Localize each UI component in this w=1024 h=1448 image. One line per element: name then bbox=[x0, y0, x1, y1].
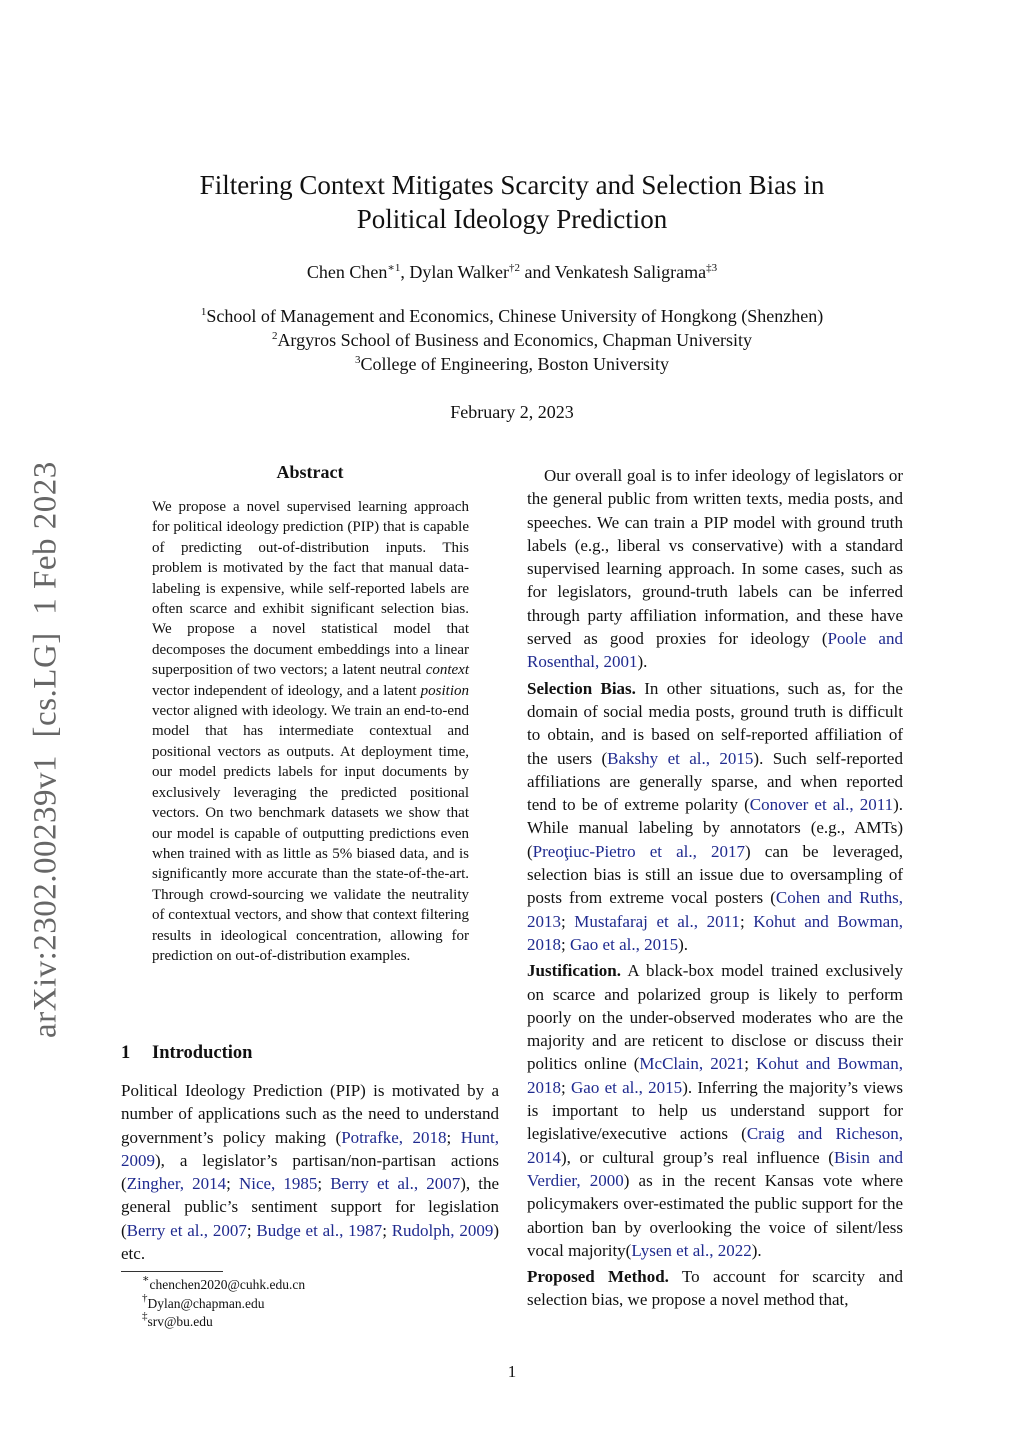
citation-link[interactable]: Mustafaraj et al., 2011 bbox=[574, 911, 740, 931]
body-text: ). bbox=[751, 1240, 762, 1260]
paragraph-run-in-heading: Selection Bias. bbox=[527, 678, 636, 698]
affiliation-list bbox=[100, 304, 924, 376]
page-number: 1 bbox=[507, 1362, 517, 1381]
citation-link[interactable]: Preoţiuc-Pietro et al., 2017 bbox=[532, 841, 745, 861]
author-separator: , bbox=[400, 262, 410, 282]
body-text: ; bbox=[561, 934, 570, 954]
affiliation bbox=[100, 352, 924, 376]
section-title: Introduction bbox=[152, 1043, 253, 1063]
body-text: ) etc. bbox=[121, 1220, 500, 1264]
footnote bbox=[142, 1273, 306, 1295]
body-text: ) can be leveraged, selection bias is still an issue due to oversampling of posts from extreme vocal posters ( bbox=[527, 841, 903, 908]
body-text: ; bbox=[226, 1174, 239, 1194]
paper-title bbox=[100, 168, 924, 236]
abstract-text: vector independent of ideology, and a latent bbox=[152, 682, 421, 699]
affiliation-text: Argyros School of Business and Economics, Chapman University bbox=[277, 330, 753, 350]
author-marks: †2 bbox=[509, 262, 521, 274]
paragraph-run-in-heading: Proposed Method. bbox=[527, 1267, 669, 1287]
citation-link[interactable]: Hunt, 2009 bbox=[121, 1127, 500, 1170]
footnote-mark: † bbox=[142, 1291, 148, 1304]
intro-paragraph bbox=[121, 1079, 499, 1265]
citation-link[interactable]: Poole and Rosenthal, 2001 bbox=[527, 629, 903, 672]
footnote-divider bbox=[121, 1271, 223, 1272]
citation-link[interactable]: Bakshy et al., 2015 bbox=[607, 748, 754, 768]
footnote bbox=[142, 1291, 305, 1314]
body-text: ; bbox=[739, 911, 754, 931]
author-name: Dylan Walker bbox=[409, 262, 510, 282]
body-text: ; bbox=[561, 911, 575, 931]
affiliation bbox=[100, 328, 924, 352]
footnote-mark: ‡ bbox=[142, 1310, 148, 1322]
right-column bbox=[527, 464, 903, 1315]
citation-link[interactable]: Gao et al., 2015 bbox=[571, 1077, 683, 1097]
body-paragraph bbox=[527, 677, 903, 957]
citation-link[interactable]: Cohen and Ruths, 2013 bbox=[527, 888, 903, 931]
paragraph-run-in-heading: Justification. bbox=[527, 961, 621, 981]
body-text: Our overall goal is to infer ideology of legislators or the general public from written texts, media posts, and speeches. We can train a PIP model with ground truth labels (e.g., liberal vs conservative) with a standard supervised learning approach. In some cases, such as for legislators, ground-truth labels can be inferred through party affiliation information, and these have served as good proxies for ideology ( bbox=[527, 466, 903, 649]
citation-link[interactable]: Kohut and Bowman, 2018 bbox=[527, 911, 903, 954]
title-line-1: Filtering Context Mitigates Scarcity and Selection Bias in bbox=[199, 170, 825, 200]
body-text: ; bbox=[246, 1220, 257, 1240]
citation-link[interactable]: Potrafke, 2018 bbox=[341, 1127, 447, 1147]
affiliation-text: College of Engineering, Boston University bbox=[360, 354, 669, 374]
body-text: ), the general public’s sentiment support for legislation ( bbox=[121, 1174, 499, 1240]
citation-link[interactable]: Conover et al., 2011 bbox=[749, 795, 894, 815]
arxiv-stamp-text: arXiv:2302.00239v1 [cs.LG] 1 Feb 2023 bbox=[27, 461, 64, 1039]
footnote-email[interactable]: Dylan@chapman.edu bbox=[147, 1295, 265, 1311]
body-text: To account for scarcity and selection bias, we propose a novel method that, bbox=[527, 1267, 903, 1310]
footnote bbox=[142, 1310, 305, 1332]
citation-link[interactable]: Rudolph, 2009 bbox=[391, 1220, 494, 1240]
title-line-2: Political Ideology Prediction bbox=[356, 204, 668, 234]
citation-link[interactable]: Lysen et al., 2022 bbox=[631, 1240, 752, 1260]
affiliation-number: 1 bbox=[200, 306, 207, 318]
abstract-emphasis: position bbox=[420, 682, 469, 699]
body-text: ; bbox=[446, 1127, 461, 1147]
body-text: ). While manual labeling by annotators (e.g., AMTs) ( bbox=[527, 795, 904, 861]
body-text: ; bbox=[382, 1220, 392, 1240]
footnote-email[interactable]: srv@bu.edu bbox=[147, 1314, 213, 1329]
footnotes bbox=[142, 1273, 306, 1332]
body-text: ), or cultural group’s real influence ( bbox=[561, 1147, 834, 1167]
body-text: ) as in the recent Kansas vote where policymakers over-estimated the public support for the abortion ban by overlooking the voice of silent/less vocal majority( bbox=[527, 1170, 903, 1260]
citation-link[interactable]: Craig and Richeson, 2014 bbox=[527, 1124, 903, 1167]
body-text: ; bbox=[744, 1054, 757, 1074]
citation-link[interactable]: Nice, 1985 bbox=[238, 1174, 318, 1194]
abstract-emphasis: context bbox=[425, 662, 469, 679]
affiliation-number: 2 bbox=[271, 330, 278, 342]
section-heading bbox=[121, 1043, 252, 1064]
body-text: ), a legislator’s partisan/non-partisan actions ( bbox=[121, 1150, 499, 1194]
abstract-body bbox=[152, 497, 469, 966]
body-text: ; bbox=[317, 1174, 331, 1194]
section-number: 1 bbox=[121, 1043, 131, 1063]
citation-link[interactable]: Zingher, 2014 bbox=[126, 1174, 227, 1194]
body-text: ). bbox=[637, 652, 648, 672]
citation-link[interactable]: Gao et al., 2015 bbox=[569, 934, 679, 954]
citation-link[interactable]: McClain, 2021 bbox=[639, 1054, 745, 1074]
citation-link[interactable]: Berry et al., 2007 bbox=[330, 1174, 461, 1194]
footnote-mark: ∗ bbox=[142, 1273, 150, 1285]
abstract-text: We propose a novel supervised learning approach for political ideology prediction (PIP) that is capable of predicting out-of-distribution inputs. This problem is motivated by the fact that manual data-labeling is expensive, while self-reported labels are often scarce and exhibit significant selection bias. We propose a novel statistical model that decomposes the document embeddings into a linear superposition of two vectors; a latent neutral bbox=[152, 499, 469, 679]
citation-link[interactable]: Kohut and Bowman, 2018 bbox=[527, 1054, 903, 1097]
author-list bbox=[100, 260, 924, 284]
body-paragraph bbox=[527, 959, 903, 1262]
footnote-email[interactable]: chenchen2020@cuhk.edu.cn bbox=[149, 1277, 306, 1292]
author-marks: ‡3 bbox=[706, 262, 718, 274]
body-text: A black-box model trained exclusively on scarce and polarized group is likely to perform poorly on the under-observed moderates who are the majority and are reticent to disclose or discuss their politics online ( bbox=[527, 961, 903, 1074]
author-marks: ∗1 bbox=[387, 262, 401, 274]
body-text: ). bbox=[678, 934, 689, 954]
body-text: ). Inferring the majority’s views is important to help us understand support for legislative/executive actions ( bbox=[527, 1077, 903, 1144]
author-separator: and bbox=[520, 262, 555, 282]
author-name: Venkatesh Saligrama bbox=[554, 262, 707, 282]
affiliation-number: 3 bbox=[355, 354, 361, 366]
affiliation bbox=[100, 304, 924, 328]
citation-link[interactable]: Berry et al., 2007 bbox=[126, 1220, 247, 1240]
citation-link[interactable]: Bisin and Verdier, 2000 bbox=[527, 1147, 903, 1190]
abstract-heading: Abstract bbox=[276, 462, 344, 482]
body-text: ). Such self-reported affiliations are generally sparse, and when reported tend to be of extreme polarity ( bbox=[527, 748, 903, 815]
abstract-text: vector aligned with ideology. We train an end-to-end model that has intermediate contextual and positional vectors as outputs. At deployment time, our model predicts labels for input documents by exclusively leveraging the predicted positional vectors. On two benchmark datasets we show that our model is capable of outputting predictions even when trained with as little as 5% biased data, and is significantly more accurate than the state-of-the-art. Through crowd-sourcing we validate the neutrality of contextual vectors, and show that context filtering results in ideological concentration, allowing for prediction on out-of-distribution examples. bbox=[152, 703, 469, 964]
body-text: ; bbox=[561, 1077, 571, 1097]
citation-link[interactable]: Budge et al., 1987 bbox=[256, 1220, 383, 1240]
arxiv-stamp bbox=[24, 460, 68, 1040]
affiliation-text: School of Management and Economics, Chinese University of Hongkong (Shenzhen) bbox=[206, 306, 824, 326]
body-paragraph bbox=[527, 464, 903, 674]
author-name: Chen Chen bbox=[306, 262, 388, 282]
body-text: Political Ideology Prediction (PIP) is motivated by a number of applications such as the need to understand government’s policy making ( bbox=[121, 1081, 499, 1147]
body-text: In other situations, such as, for the domain of social media posts, ground truth is difficult to obtain, and is based on self-reported affiliation of the users ( bbox=[527, 678, 903, 768]
publication-date: February 2, 2023 bbox=[450, 402, 574, 422]
body-paragraph bbox=[527, 1265, 903, 1312]
